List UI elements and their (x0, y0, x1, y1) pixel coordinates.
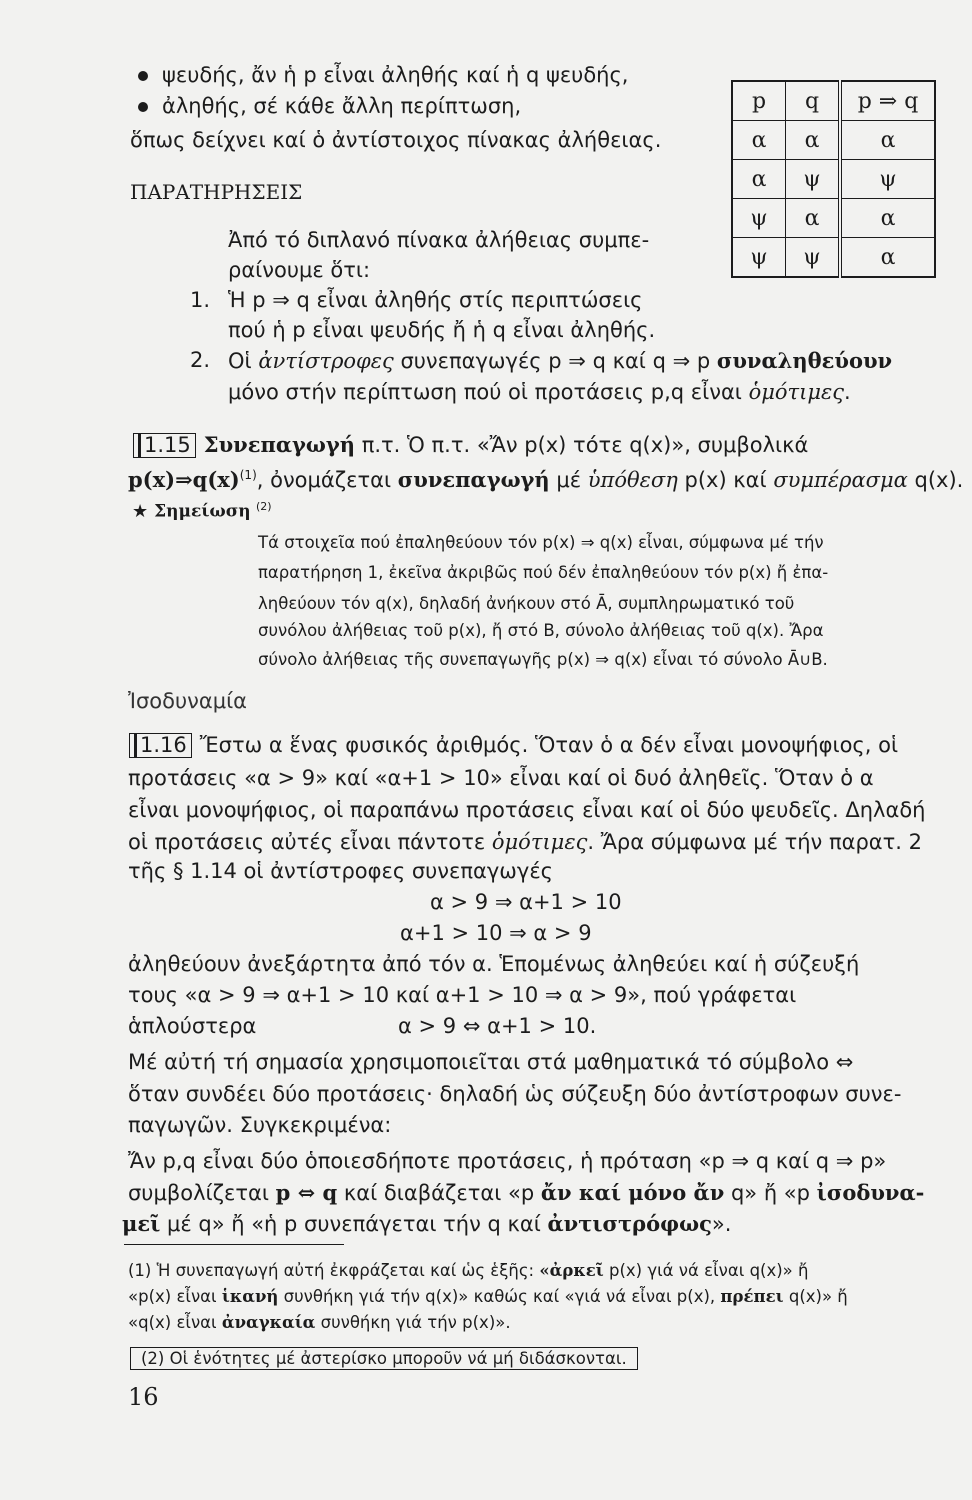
note-heading: ★ Σημείωση $^{(2)}$ (132, 500, 272, 522)
table-row (732, 160, 935, 199)
paragraph-line: ἁπλούστερα (128, 1014, 257, 1038)
table-cell: α (786, 121, 841, 160)
header-cell: p ⇒ q (840, 81, 935, 121)
paragraph-line: Ἄν p,q εἶναι δύο ὁποιεσδήποτε προτάσεις, ἡ πρόταση «p ⇒ q καί q ⇒ p» (128, 1149, 887, 1173)
table-row (732, 238, 935, 278)
star-icon: ★ (132, 500, 149, 522)
paragraph-line: ὅταν συνδέει δύο προτάσεις· δηλαδή ὡς σύζευξη δύο ἀντίστροφων συνε- (128, 1082, 902, 1106)
table-cell: ψ (732, 199, 786, 238)
section-1-16-line: 1.16 Ἔστω α ἕνας φυσικός ἀριθμός. Ὅταν ὁ α δέν εἶναι μονοψήφιος, οἱ (129, 733, 898, 758)
paragraph-line: παγωγῶν. Συγκεκριμένα: (128, 1113, 392, 1137)
paragraph-line: εἶναι μονοψήφιος, οἱ παραπάνω προτάσεις εἶναι καί οἱ δύο ψευδεῖς. Δηλαδή (128, 798, 926, 822)
paragraph-line: τους «α > 9 ⇒ α+1 > 10 καί α+1 > 10 ⇒ α > 9», πού γράφεται (128, 983, 797, 1007)
paragraph-line: ἀληθεύουν ἀνεξάρτητα ἀπό τόν α. Ἑπομένως ἀληθεύει καί ἡ σύζευξή (128, 952, 860, 976)
paragraph-line: Μέ αὐτή τή σημασία χρησιμοποιεῖται στά μαθηματικά τό σύμβολο ⇔ (128, 1050, 854, 1074)
remark-number: 1. (190, 288, 211, 312)
table-row (732, 121, 935, 160)
equation-line: α+1 > 10 ⇒ α > 9 (400, 921, 592, 945)
paragraph-line: οἱ προτάσεις αὐτές εἶναι πάντοτε ὁμότιμες. Ἄρα σύμφωνα μέ τήν παρατ. 2 (128, 830, 922, 854)
bullet-icon (138, 102, 148, 112)
section-heading: Ἰσοδυναμία (128, 689, 248, 713)
table-cell: α (840, 238, 935, 278)
note-line: ληθεύουν τόν q(x), δηλαδή ἀνήκουν στό Ā, συμπληρωματικό τοῦ (258, 594, 795, 613)
equation-line: α > 9 ⇔ α+1 > 10. (398, 1014, 597, 1038)
paragraph-line: $p(x)\Rightarrow q(x)^{(1)}$, ὀνομάζεται συνεπαγωγή μέ ὑπόθεση p(x) καί συμπέρασμα q(x). (128, 467, 964, 492)
table-cell: ψ (786, 160, 841, 199)
note-line: Τά στοιχεῖα πού ἐπαληθεύουν τόν p(x) ⇒ q(x) εἶναι, σύμφωνα μέ τήν (258, 533, 824, 552)
table-cell: α (840, 121, 935, 160)
paragraph-line: ὅπως δείχνει καί ὁ ἀντίστοιχος πίνακας ἀλήθειας. (130, 128, 662, 152)
bullet-icon (138, 71, 148, 81)
paragraph-line: πού ἡ p εἶναι ψευδής ἤ ἡ q εἶναι ἀληθής. (228, 318, 656, 342)
note-line: συνόλου ἀλήθειας τοῦ p(x), ἤ στό B, σύνολο ἀλήθειας τοῦ q(x). Ἄρα (258, 621, 824, 640)
table-cell: α (840, 199, 935, 238)
bullet-item: ἀληθής, σέ κάθε ἄλλη περίπτωση, (138, 94, 521, 119)
section-1-15-line: 1.15 Συνεπαγωγή π.τ. Ὁ π.τ. «Ἄν p(x) τότε q(x)», συμβολικά (133, 432, 808, 458)
truth-table (731, 80, 936, 278)
footnote-line: «q(x) εἶναι ἀναγκαία συνθήκη γιά τήν p(x)». (128, 1313, 511, 1332)
header-cell: p (732, 81, 786, 121)
paragraph-line: προτάσεις «α > 9» καί «α+1 > 10» εἶναι καί οἱ δυό ἀληθεῖς. Ὅταν ὁ α (128, 766, 874, 790)
paragraph-line: Ἀπό τό διπλανό πίνακα ἀλήθειας συμπε- (228, 228, 650, 252)
footnote-divider (124, 1244, 344, 1245)
note-line: σύνολο ἀλήθειας τῆς συνεπαγωγῆς p(x) ⇒ q(x) εἶναι τό σύνολο Ā∪B. (258, 650, 828, 669)
section-number: 1.15 (133, 433, 196, 458)
table-cell: α (786, 199, 841, 238)
paragraph-line: ραίνουμε ὅτι: (228, 258, 371, 282)
paragraph-line: Οἱ ἀντίστροφες συνεπαγωγές p ⇒ q καί q ⇒ p συναληθεύουν (228, 348, 893, 373)
paragraph-line: συμβολίζεται p ⇔ q καί διαβάζεται «p ἄν καί μόνο ἄν q» ἤ «p ἰσοδυνα- (128, 1180, 925, 1205)
section-title: Συνεπαγωγή (203, 432, 356, 457)
note-line: παρατήρηση 1, ἐκεῖνα ἀκριβῶς πού δέν ἐπαληθεύουν τόν p(x) ἤ ἐπα- (258, 563, 829, 582)
paragraph-line: μεῖ μέ q» ἤ «ἡ p συνεπάγεται τήν q καί ἀντιστρόφως». (122, 1211, 732, 1236)
table-cell: ψ (840, 160, 935, 199)
table-cell: ψ (786, 238, 841, 278)
table-cell: α (732, 121, 786, 160)
remarks-heading: ΠΑΡΑΤΗΡΗΣΕΙΣ (130, 180, 303, 204)
footnote-boxed: (2) Οἱ ἑνότητες μέ ἀστερίσκο μποροῦν νά μή διδάσκονται. (130, 1347, 638, 1370)
footnote-line: «p(x) εἶναι ἱκανή συνθήκη γιά τήν q(x)» καθώς καί «γιά νά εἶναι p(x), πρέπει q(x)» ἤ (128, 1287, 848, 1306)
paragraph-line: τῆς § 1.14 οἱ ἀντίστροφες συνεπαγωγές (128, 859, 553, 883)
remark-number: 2. (190, 348, 211, 372)
page-number: 16 (128, 1383, 159, 1411)
footnote-line: (1) Ἡ συνεπαγωγή αὐτή ἐκφράζεται καί ὡς ἑξῆς: «ἀρκεῖ p(x) γιά νά εἶναι q(x)» ἤ (128, 1261, 809, 1280)
equation-line: α > 9 ⇒ α+1 > 10 (430, 890, 622, 914)
table-cell: ψ (732, 238, 786, 278)
section-number: 1.16 (129, 733, 192, 758)
table-row (732, 199, 935, 238)
bullet-item: ψευδής, ἄν ἡ p εἶναι ἀληθής καί ἡ q ψευδής, (138, 63, 628, 88)
header-cell: q (786, 81, 841, 121)
truth-table-header (732, 81, 935, 121)
table-cell: α (732, 160, 786, 199)
paragraph-line: Ἡ p ⇒ q εἶναι ἀληθής στίς περιπτώσεις (228, 288, 643, 312)
paragraph-line: μόνο στήν περίπτωση πού οἱ προτάσεις p,q εἶναι ὁμότιμες. (228, 380, 851, 404)
